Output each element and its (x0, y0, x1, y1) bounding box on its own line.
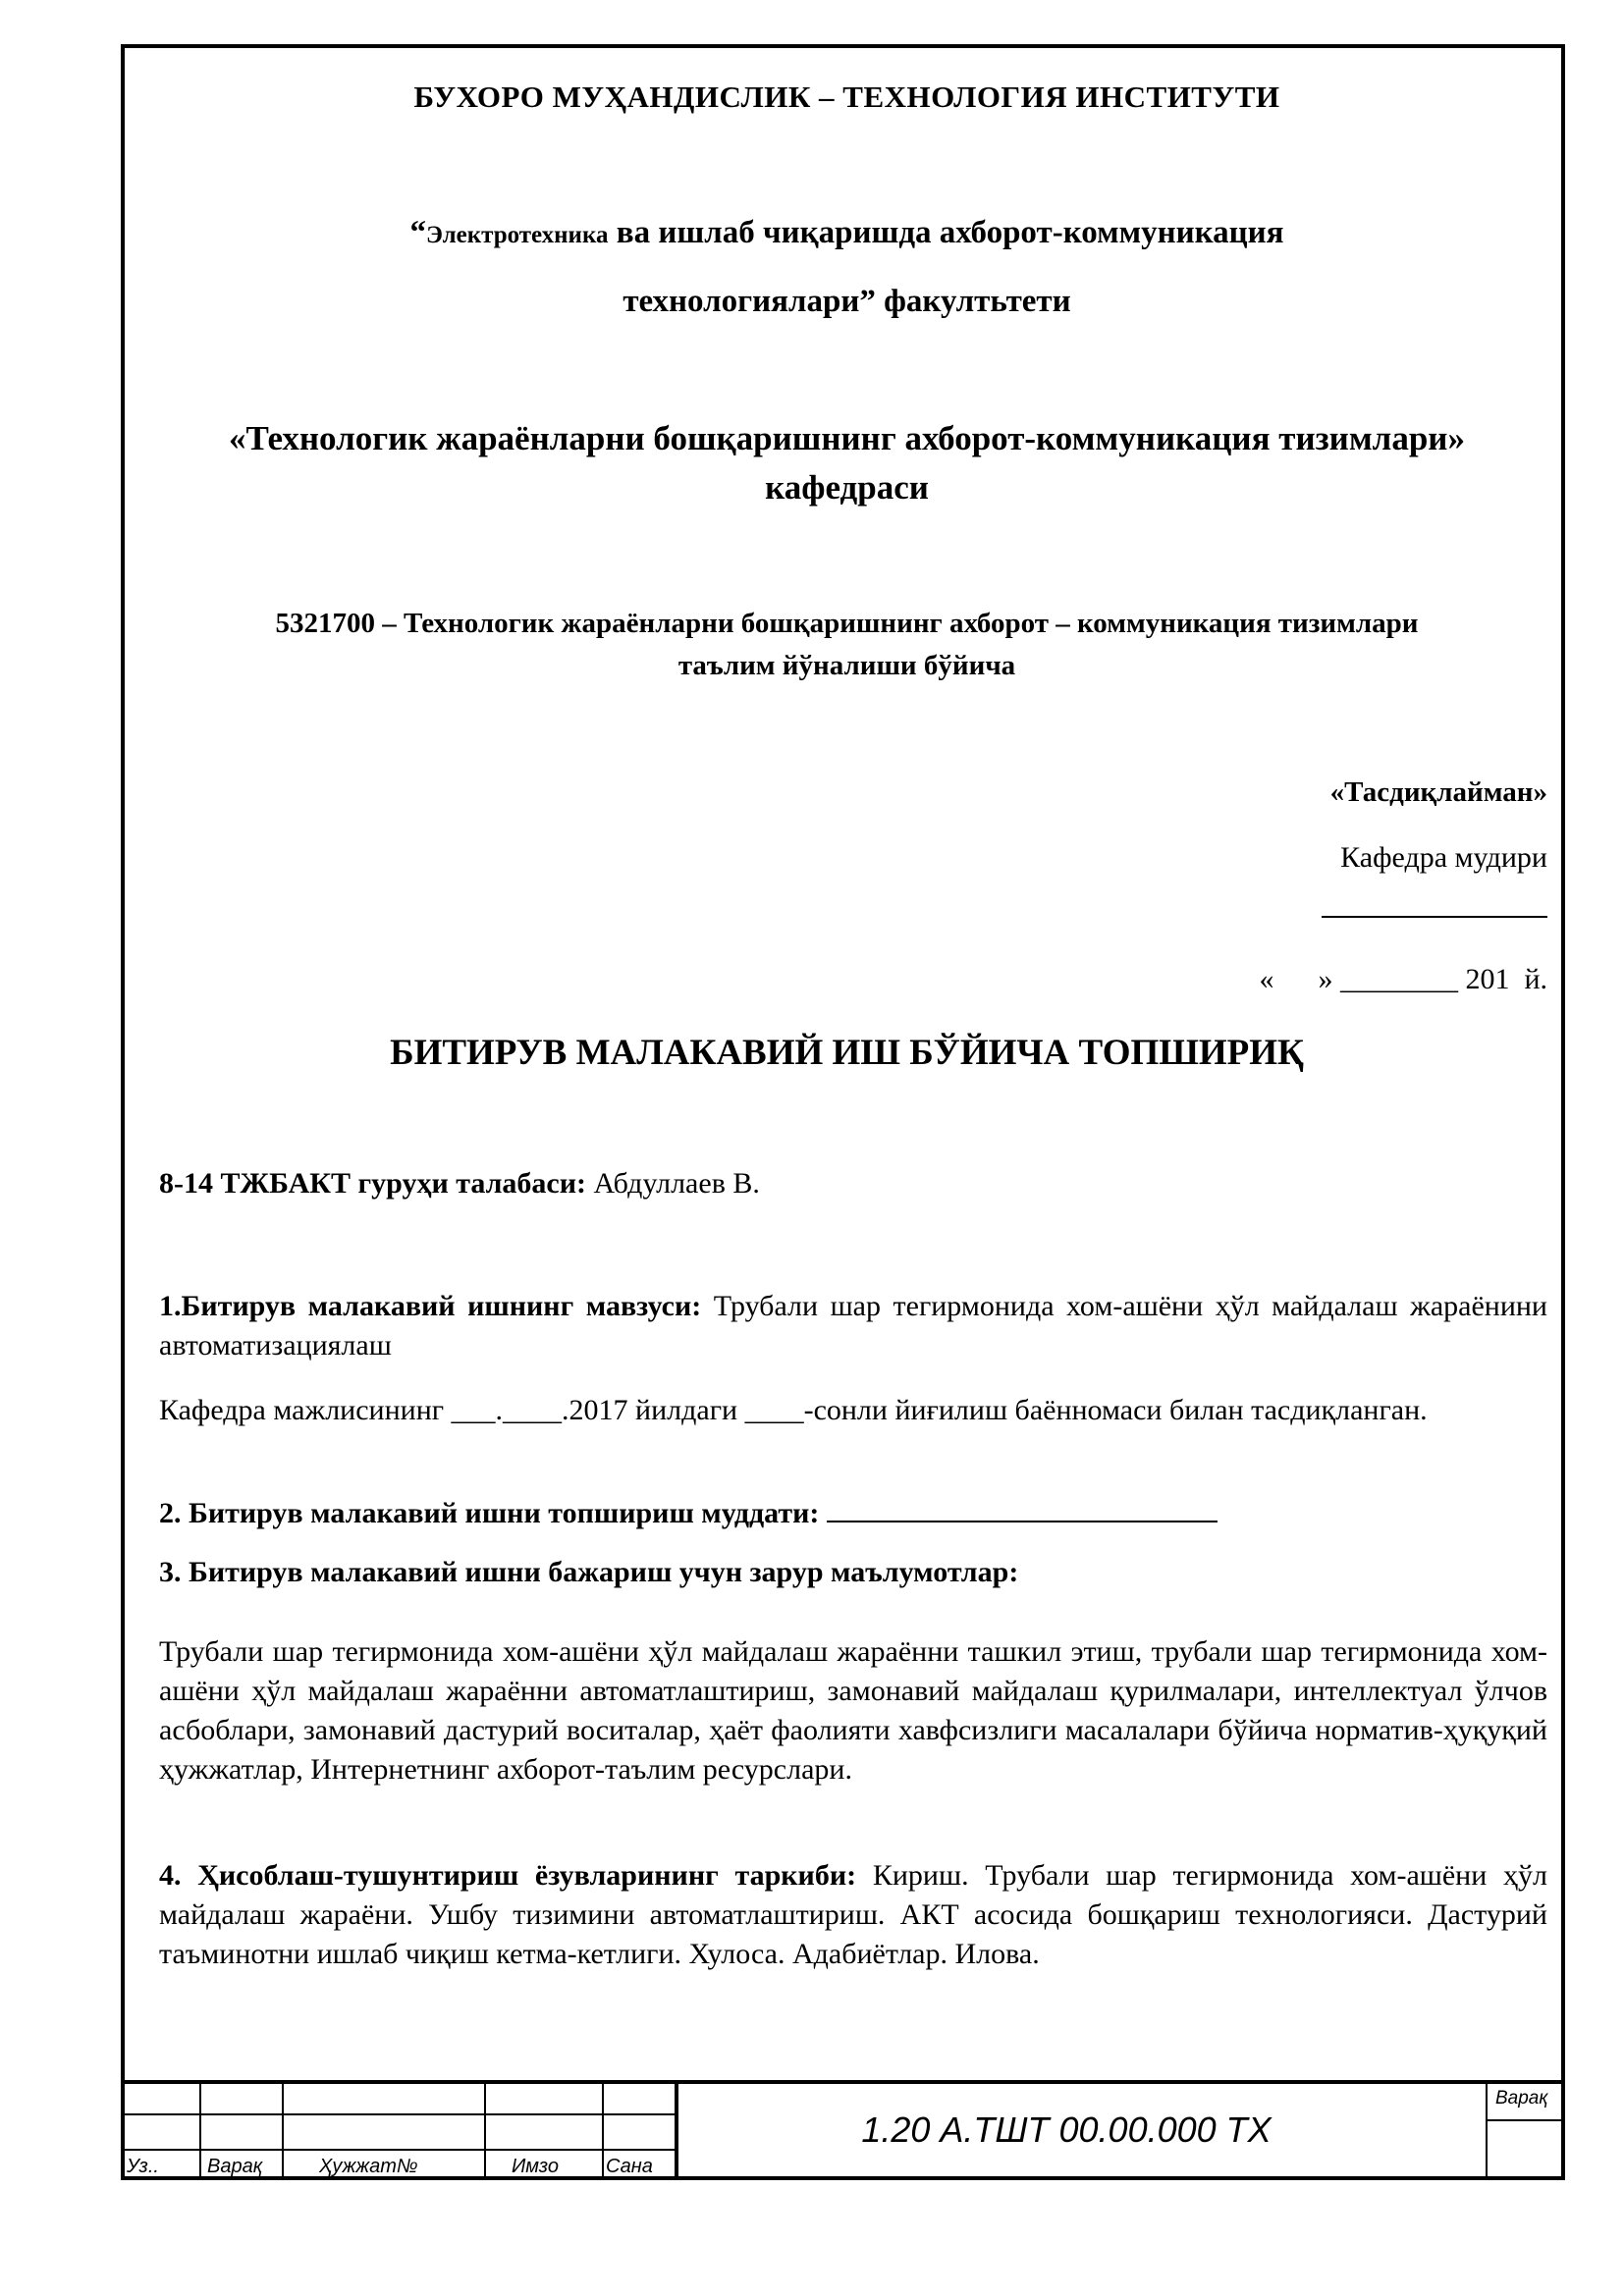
section-3-label: 3. Битирув малакавий ишни бажариш учун зарур маълумотлар: (159, 1556, 1019, 1588)
faculty-line-1-rest: ва ишлаб чиқаришда ахборот-коммуникация (608, 215, 1284, 250)
document-code: 1.20 А.ТШТ 00.00.000 ТХ (861, 2109, 1272, 2150)
stamp-divider (282, 2084, 284, 2180)
section-2-label: 2. Битирув малакавий ишни топшириш муддати: (159, 1497, 820, 1529)
stamp-sheet-label: Варақ (1495, 2088, 1548, 2109)
stamp-col-doc: Ҳужжат№ (319, 2156, 418, 2177)
section-1-text: Трубали шар тегирмонида хом-ашёни ҳўл майдалаш жараёнини автоматизациялаш (159, 1290, 1547, 1362)
approval-minutes-text: Кафедра мажлисининг ___.____.2017 йилдаги ____-сонли йиғилиш баённомаси билан тасдиқланган. (159, 1394, 1428, 1426)
page-frame (121, 44, 1565, 2180)
title-block-stamp (125, 2080, 1561, 2180)
specialty-line-2: таълим йўналиши бўйича (677, 650, 1016, 681)
specialty-line-1: 5321700 – Технологик жараёнларни бошқаришнинг ахборот – коммуникация тизимлари (275, 608, 1419, 639)
faculty-line-2: технологиялари” факултьтети (623, 284, 1071, 319)
deadline-blank-line (827, 1493, 1218, 1522)
stamp-col-sheet: Варақ (207, 2156, 263, 2177)
stamp-row-line (125, 2149, 675, 2151)
section-3-text: Трубали шар тегирмонида хом-ашёни ҳўл майдалаш жараённи ташкил этиш, трубали шар тегирмонида хом-ашёни ҳўл майдалаш жараённи автоматлаштириш, замонавий майдалаш қурилмалари, интеллектуал ўлчов асбоблари, замонавий дастурий воситалар, ҳаёт фаолияти хавфсизлиги масалалари бўйича норматив-ҳуқуқий ҳужжатлар, Интернетнинг ахборот-таълим ресурслари. (159, 1635, 1547, 1786)
section-2-deadline (159, 1493, 1218, 1530)
faculty-small-text: Электротехника (425, 222, 609, 248)
student-line (159, 1167, 760, 1201)
stamp-divider (1486, 2084, 1488, 2180)
institute-name: БУХОРО МУҲАНДИСЛИК – ТЕХНОЛОГИЯ ИНСТИТУТИ (413, 80, 1280, 114)
stamp-col-date: Сана (606, 2156, 653, 2177)
section-4-label: 4. Ҳисоблаш-тушунтириш ёзувларининг таркиби: (159, 1859, 857, 1892)
faculty-line-1 (125, 215, 1569, 251)
section-4-text: Кириш. Трубали шар тегирмонида хом-ашёни ҳўл майдалаш жараёни. Ушбу тизимини автоматлаштириш. АКТ асосида бошқариш технологияси. Дастурий таъминотни ишлаб чиқиш кетма-кетлиги. Хулоса. Адабиётлар. Илова. (159, 1859, 1547, 1970)
stamp-row-line (125, 2113, 675, 2115)
student-label: 8-14 ТЖБАКТ гуруҳи талабаси: (159, 1167, 587, 1200)
stamp-row-line (1486, 2119, 1561, 2121)
department-line-1: «Технологик жараёнларни бошқаришнинг ахборот-коммуникация тизимлари» (229, 419, 1465, 457)
stamp-divider (199, 2084, 201, 2180)
signature-line (1322, 881, 1547, 918)
department-line-2: кафедраси (765, 468, 929, 507)
stamp-col-sign: Имзо (512, 2156, 559, 2177)
student-name: Абдуллаев В. (586, 1167, 760, 1200)
faculty-quote: “ (409, 215, 426, 250)
section-4-contents (159, 1856, 1547, 1974)
section-1-topic (159, 1287, 1547, 1365)
approval-date-line: « » ________ 201 й. (1259, 963, 1547, 995)
approve-label: «Тасдиқлайман» (1329, 776, 1547, 808)
document-title: БИТИРУВ МАЛАКАВИЙ ИШ БЎЙИЧА ТОПШИРИҚ (390, 1033, 1304, 1073)
department-head-label: Кафедра мудири (1340, 841, 1547, 874)
stamp-divider (484, 2084, 486, 2180)
section-1-label: 1.Битирув малакавий ишнинг мавзуси: (159, 1290, 702, 1322)
stamp-col-change: Уз.. (127, 2156, 159, 2177)
stamp-divider (602, 2084, 604, 2180)
